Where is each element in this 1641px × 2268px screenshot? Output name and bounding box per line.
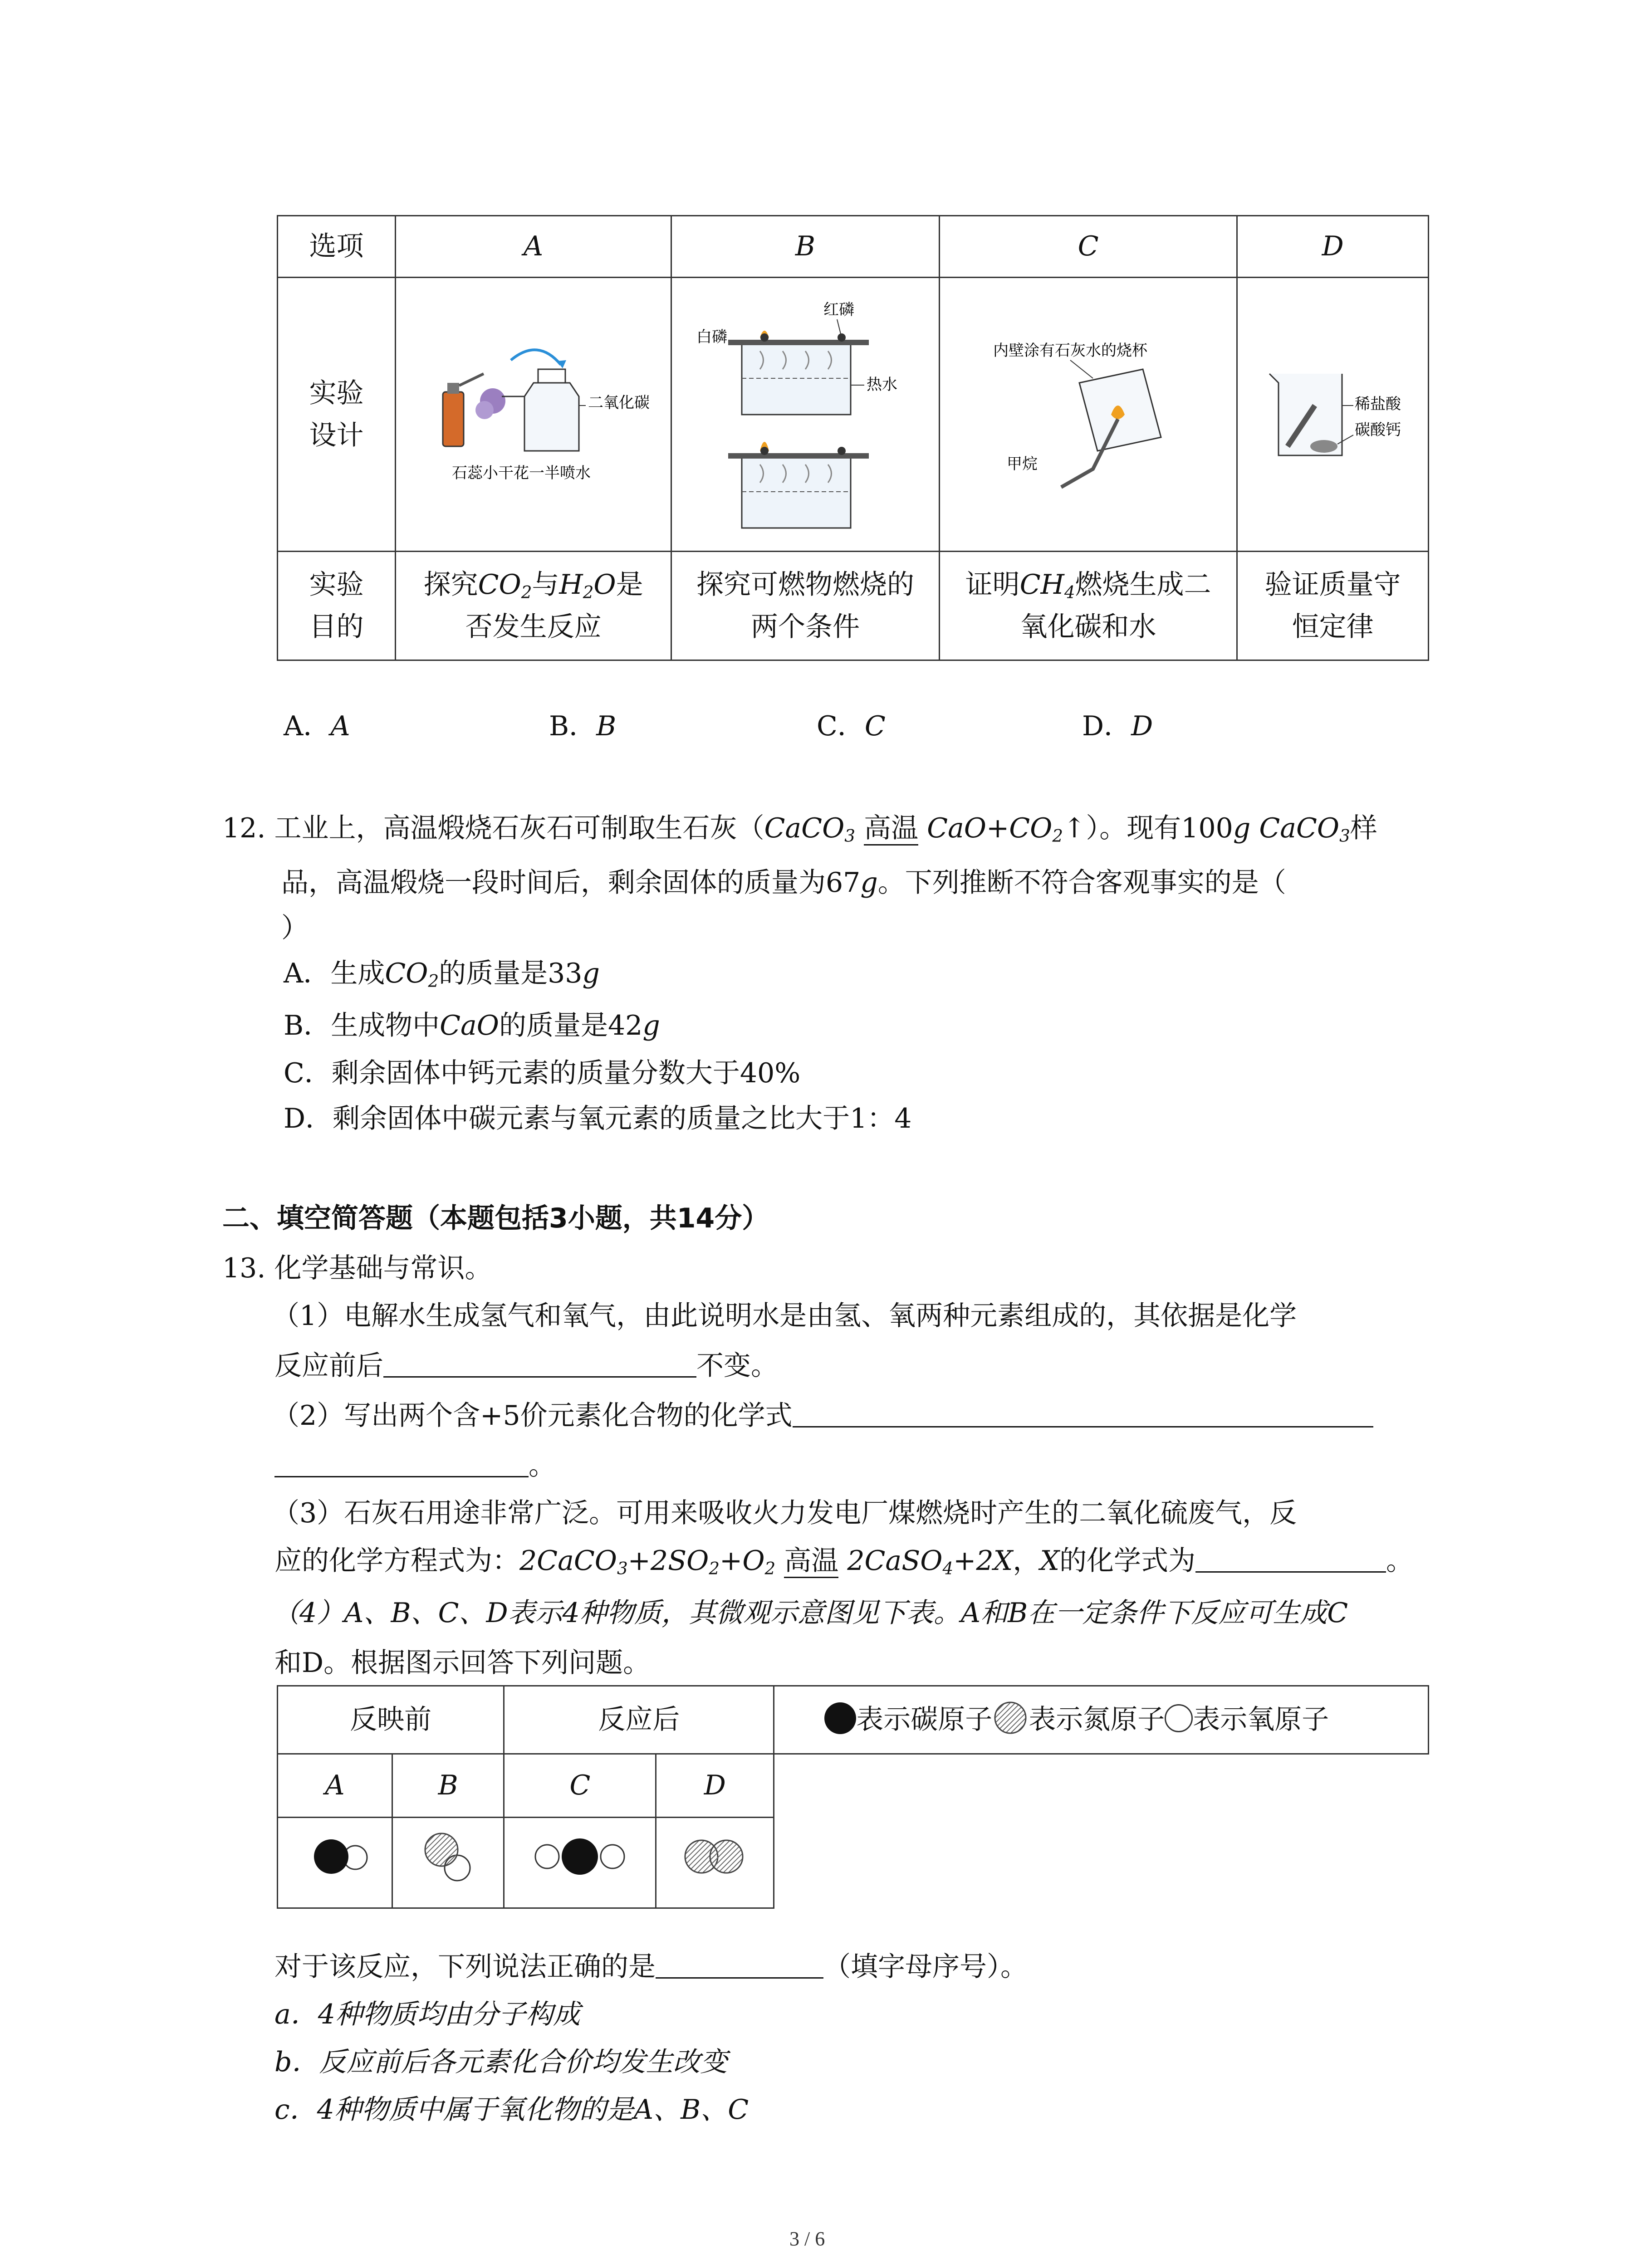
label-caco3: 碳酸钙 (1354, 420, 1401, 439)
micro-header-row (278, 1686, 1429, 1754)
purpose-b: 探究可燃物燃烧的两个条件 (671, 552, 940, 660)
header-option: 选项 (278, 216, 396, 278)
combustion-figure (692, 288, 919, 542)
q11-purpose-row (278, 552, 1429, 660)
q13-question: 对于该反应，下列说法正确的是 （填字母序号）。 (274, 1951, 1028, 1983)
label-co2-a: 二氧化碳 (588, 393, 650, 412)
q12-option-a: A．生成$CO_2$的质量是33g (284, 958, 600, 991)
header-c: C (939, 216, 1237, 278)
micro-letter-row (278, 1754, 1429, 1818)
page-number: 3 / 6 (789, 2228, 825, 2250)
q11-option-a: A．A (284, 710, 350, 742)
label-acid: 稀盐酸 (1354, 395, 1401, 413)
header-d: D (1237, 216, 1429, 278)
q11-option-b: B．B (549, 710, 617, 742)
micro-table (277, 1685, 1429, 1909)
answer-blank-2a[interactable] (793, 1402, 1373, 1427)
figure-a (396, 278, 671, 552)
beaker-figure (1251, 356, 1415, 474)
figure-c (939, 278, 1237, 552)
molecule-d (656, 1818, 774, 1908)
label-red-p: 红磷 (823, 300, 854, 319)
q12-option-c: C．剩余固体中钙元素的质量分数大于40% (284, 1057, 801, 1089)
figure-d (1237, 278, 1429, 552)
q12-line-1: 12. 工业上，高温煅烧石灰石可制取生石灰（CaCO$_3$ 高温 $CaO+CO_2↑$）。现有100g CaCO$_3$样 (222, 812, 1377, 846)
q11-option-d: D．D (1082, 710, 1153, 742)
q13-title: 13. 化学基础与常识。 (222, 1252, 492, 1284)
col-d: D (656, 1754, 774, 1818)
q13-option-b: b．反应前后各元素化合价均发生改变 (274, 2046, 728, 2078)
answer-blank-3[interactable] (1195, 1547, 1386, 1573)
q12-option-b: B．生成物中CaO的质量是42g (284, 1010, 660, 1041)
q11-design-row (278, 278, 1429, 552)
q12-option-d: D．剩余固体中碳元素与氧元素的质量之比大于1：4 (284, 1103, 912, 1134)
header-a: A (396, 216, 671, 278)
co-molecule-icon (299, 1834, 371, 1879)
answer-blank-1[interactable] (383, 1352, 696, 1378)
label-caption-a: 石蕊小干花一半喷水 (451, 464, 591, 482)
co2-molecule-icon (530, 1834, 630, 1879)
label-lime-cup: 内壁涂有石灰水的烧杯 (993, 341, 1147, 360)
q13-p3-line2: 应的化学方程式为：$2CaCO_3+2SO_2+O_2$ 高温 2CaSO$_4$+2X，X的化学式为 。 (274, 1545, 1414, 1579)
design-label: 实验设计 (278, 278, 396, 552)
answer-blank-4[interactable] (656, 1953, 823, 1979)
legend: 表示碳原子 表示氮原子 表示氧原子 (774, 1686, 1429, 1754)
q12-line-2: 品，高温煅烧一段时间后，剩余固体的质量为67g。下列推断不符合客观事实的是（ (281, 867, 1286, 899)
q13-option-c: c．4种物质中属于氧化物的是A、B、C (274, 2094, 749, 2126)
q11-header-row (278, 216, 1429, 278)
answer-blank-2b[interactable] (274, 1452, 529, 1477)
co2-flower-figure (434, 342, 650, 487)
molecule-b (392, 1818, 504, 1908)
nitrogen-atom-icon (992, 1700, 1029, 1736)
no-molecule-icon (416, 1827, 480, 1886)
q13-p4-line2: 和D。根据图示回答下列问题。 (274, 1647, 651, 1679)
q13-p1-line1: （1）电解水生成氢气和氧气，由此说明水是由氢、氧两种元素组成的，其依据是化学 (272, 1300, 1297, 1332)
q12-line-3: ） (281, 912, 309, 944)
label-white-p: 白磷 (696, 327, 727, 346)
molecule-c (504, 1818, 656, 1908)
q13-p3-line1: （3）石灰石用途非常广泛。可用来吸收火力发电厂煤燃烧时产生的二氧化硫废气，反 (272, 1497, 1297, 1529)
before-label: 反映前 (278, 1686, 504, 1754)
figure-b (671, 278, 940, 552)
q13-p2-line1: （2）写出两个含+5价元素化合物的化学式 (272, 1399, 1373, 1432)
label-methane: 甲烷 (1006, 455, 1038, 473)
col-a: A (278, 1754, 392, 1818)
section-2-title: 二、填空简答题（本题包括3小题，共14分） (222, 1202, 769, 1234)
q13-p1-line2: 反应前后 不变。 (274, 1350, 778, 1382)
col-b: B (392, 1754, 504, 1818)
molecule-a (278, 1818, 392, 1908)
q11-table (277, 215, 1429, 661)
col-c: C (504, 1754, 656, 1818)
carbon-atom-icon (824, 1702, 856, 1734)
label-hot-water: 热水 (866, 375, 897, 394)
q13-p4-line1: （4）A、B、C、D表示4种物质，其微观示意图见下表。A和B在一定条件下反应可生成C (272, 1597, 1348, 1629)
q13-option-a: a．4种物质均由分子构成 (274, 1999, 580, 2030)
methane-figure (989, 333, 1188, 496)
n2-molecule-icon (674, 1834, 756, 1879)
oxygen-atom-icon (1165, 1704, 1193, 1732)
purpose-a: 探究$CO_2$与$H_2O$是 否发生反应 (396, 552, 671, 660)
purpose-c: 证明$CH_4$燃烧生成二 氧化碳和水 (939, 552, 1237, 660)
purpose-d: 验证质量守恒定律 (1237, 552, 1429, 660)
after-label: 反应后 (504, 1686, 774, 1754)
purpose-label: 实验目的 (278, 552, 396, 660)
header-b: B (671, 216, 940, 278)
q11-option-c: C．C (817, 710, 886, 742)
q13-p2-line2: 。 (274, 1449, 556, 1482)
